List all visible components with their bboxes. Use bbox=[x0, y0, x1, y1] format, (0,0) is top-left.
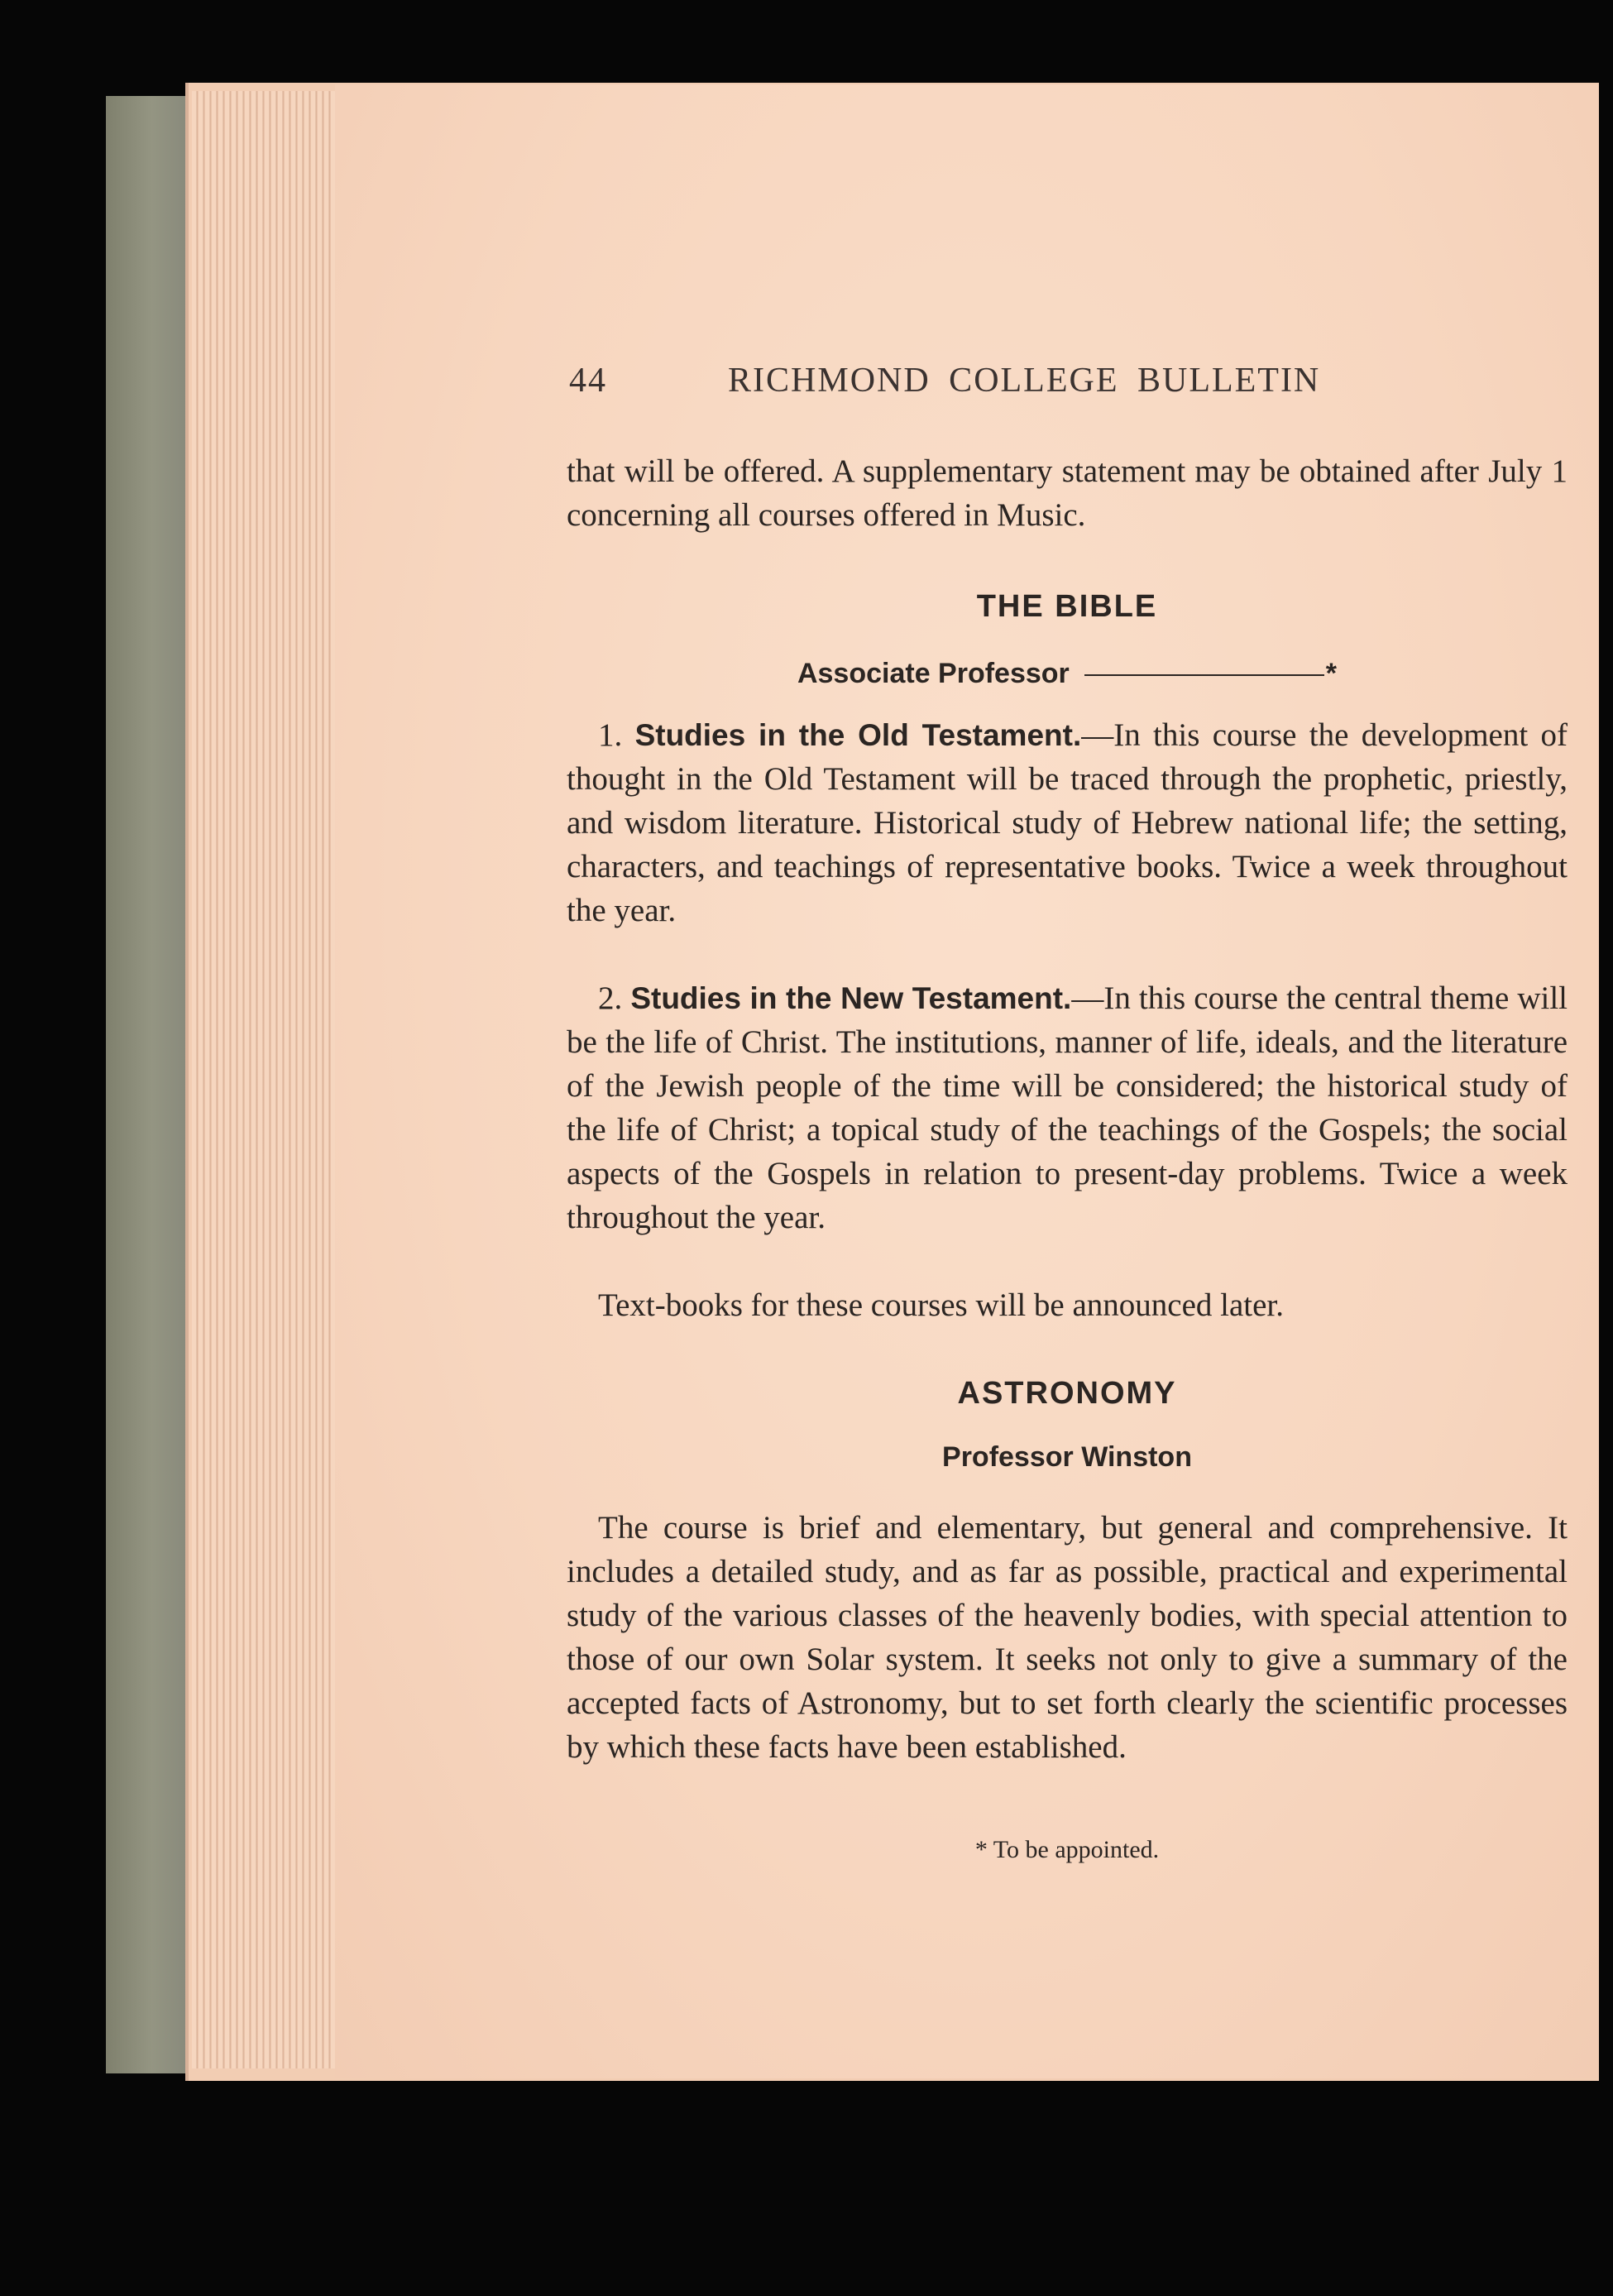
textbooks-note: Text-books for these courses will be announced later. bbox=[598, 1287, 1285, 1323]
bible-professor-label: Associate Professor bbox=[797, 658, 1070, 689]
course-number: 2. bbox=[598, 980, 623, 1016]
course-new-testament bbox=[567, 976, 1568, 1239]
backing-board bbox=[106, 96, 197, 2073]
page-edges bbox=[192, 91, 337, 2068]
course-title: Studies in the Old Testament. bbox=[634, 718, 1082, 752]
astronomy-heading: ASTRONOMY bbox=[957, 1376, 1177, 1411]
course-title: Studies in the New Testament. bbox=[630, 981, 1072, 1015]
bible-professor-line bbox=[567, 658, 1568, 690]
course-number: 1. bbox=[598, 717, 623, 753]
page-number: 44 bbox=[569, 362, 607, 400]
course-description: —In this course the central theme will be the life of Christ. The institutions, manner of life, ideals, and the literature of the Jewish people of the time will be considered; the historical study of the life of Christ; a topical study of the teachings of the Gospels; the social aspects of the Gospels in relation to present-day problems. Twice a week throughout the year. bbox=[567, 980, 1568, 1235]
intro-paragraph: that will be offered. A supplementary statement may be obtained after July 1 concerning all courses offered in Music. bbox=[567, 453, 1568, 533]
astronomy-professor: Professor Winston bbox=[942, 1441, 1192, 1473]
course-old-testament bbox=[567, 713, 1568, 932]
course-description: —In this course the development of thought in the Old Testament will be traced through the prophetic, priestly, and wisdom literature. Historical study of Hebrew national life; the setting, characters, and teachings of representative books. Twice a week throughout the year. bbox=[567, 717, 1568, 928]
bible-heading: THE BIBLE bbox=[976, 589, 1158, 624]
running-header bbox=[569, 361, 1405, 419]
astronomy-paragraph: The course is brief and elementary, but general and comprehensive. It includes a detailed study, and as far as possible, practical and experimental study of the various classes of the heavenly bodies, with special attention to those of our own Solar system. It seeks not only to give a summary of the accepted facts of Astronomy, but to set forth clearly the scientific processes by which these facts have been established. bbox=[567, 1510, 1568, 1765]
running-title: RICHMOND COLLEGE BULLETIN bbox=[728, 362, 1321, 400]
professor-blank-line bbox=[1084, 674, 1324, 676]
footnote: * To be appointed. bbox=[974, 1836, 1160, 1863]
footnote-marker: * bbox=[1325, 658, 1338, 689]
